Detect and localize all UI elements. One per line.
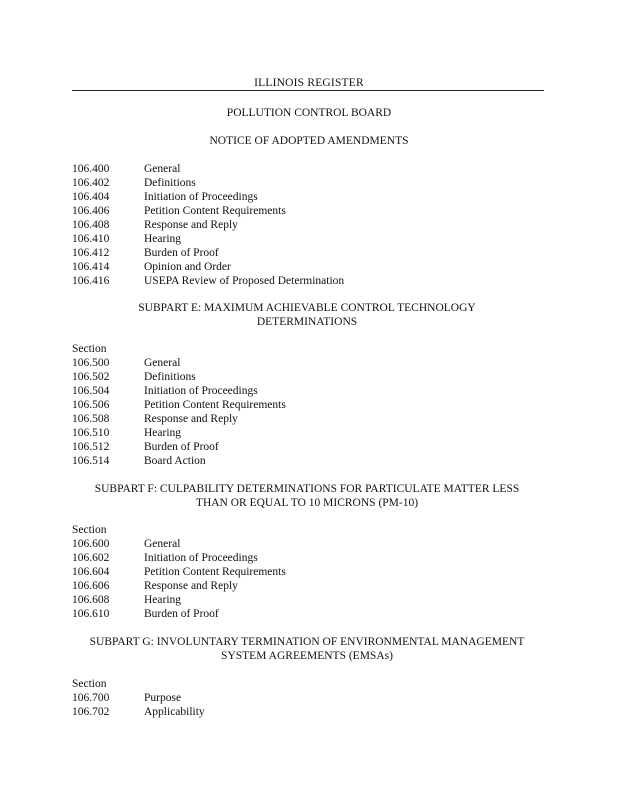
section-title: Definitions <box>144 177 196 189</box>
subpart-g-heading <box>72 635 542 663</box>
list-item <box>72 384 542 398</box>
list-item <box>72 565 542 579</box>
list-item <box>72 579 542 593</box>
section-title: General <box>144 163 181 175</box>
section-title: Petition Content Requirements <box>144 566 286 578</box>
subpart-heading-line: DETERMINATIONS <box>256 316 358 328</box>
list-item <box>72 260 542 274</box>
list-item <box>72 426 542 440</box>
section-title: Hearing <box>144 427 182 439</box>
subpart-heading-line: SYSTEM AGREEMENTS (EMSAs) <box>221 650 393 662</box>
list-item <box>72 440 542 454</box>
section-number: 106.702 <box>72 706 110 718</box>
section-title: Initiation of Proceedings <box>144 385 258 397</box>
section-number: 106.610 <box>72 608 110 620</box>
section-title: General <box>144 357 181 369</box>
section-number: 106.504 <box>72 385 110 397</box>
section-label: Section <box>72 678 107 690</box>
section-number: 106.700 <box>72 692 110 704</box>
list-item <box>72 537 542 551</box>
section-title: Response and Reply <box>144 580 238 592</box>
section-number: 106.406 <box>72 205 110 217</box>
section-number: 106.608 <box>72 594 110 606</box>
section-number: 106.604 <box>72 566 110 578</box>
section-number: 106.606 <box>72 580 110 592</box>
section-list-subpart-d <box>72 162 542 288</box>
section-number: 106.510 <box>72 427 110 439</box>
section-title: Petition Content Requirements <box>144 399 286 411</box>
section-list-subpart-e <box>72 342 542 468</box>
section-title: Initiation of Proceedings <box>144 552 258 564</box>
section-title: USEPA Review of Proposed Determination <box>144 275 345 287</box>
subpart-heading-line: THAN OR EQUAL TO 10 MICRONS (PM-10) <box>195 497 419 509</box>
section-number: 106.602 <box>72 552 110 564</box>
list-item <box>72 370 542 384</box>
section-number: 106.402 <box>72 177 110 189</box>
section-number: 106.408 <box>72 219 110 231</box>
section-title: Board Action <box>144 455 206 467</box>
list-item <box>72 551 542 565</box>
list-item <box>72 162 542 176</box>
section-title: Hearing <box>144 594 182 606</box>
section-list-subpart-f <box>72 523 542 621</box>
section-title: Burden of Proof <box>144 441 219 453</box>
list-item <box>72 232 542 246</box>
section-number: 106.412 <box>72 247 110 259</box>
section-list-subpart-g <box>72 677 542 719</box>
section-number: 106.404 <box>72 191 110 203</box>
section-title: Petition Content Requirements <box>144 205 286 217</box>
list-item <box>72 412 542 426</box>
section-number: 106.414 <box>72 261 110 273</box>
section-label: Section <box>72 343 107 355</box>
section-title: Burden of Proof <box>144 247 219 259</box>
list-item <box>72 356 542 370</box>
subpart-heading-line: SUBPART G: INVOLUNTARY TERMINATION OF ENVIRONMENTAL MANAGEMENT <box>89 636 525 648</box>
notice-title: NOTICE OF ADOPTED AMENDMENTS <box>209 135 409 147</box>
section-title: Initiation of Proceedings <box>144 191 258 203</box>
section-number: 106.514 <box>72 455 110 467</box>
list-item <box>72 190 542 204</box>
register-header: ILLINOIS REGISTER <box>254 77 364 89</box>
header-rule <box>72 90 544 91</box>
subpart-e-heading <box>72 301 542 329</box>
section-title: Purpose <box>144 692 182 704</box>
section-number: 106.506 <box>72 399 110 411</box>
section-number: 106.500 <box>72 357 110 369</box>
section-number: 106.502 <box>72 371 110 383</box>
list-item <box>72 398 542 412</box>
list-item <box>72 246 542 260</box>
subpart-f-heading <box>72 482 542 510</box>
list-item <box>72 204 542 218</box>
section-title: Definitions <box>144 371 196 383</box>
section-number: 106.416 <box>72 275 110 287</box>
list-item <box>72 607 542 621</box>
board-title: POLLUTION CONTROL BOARD <box>226 107 392 119</box>
section-label: Section <box>72 524 107 536</box>
list-item <box>72 691 542 705</box>
list-item <box>72 176 542 190</box>
section-title: Response and Reply <box>144 219 238 231</box>
section-number: 106.400 <box>72 163 110 175</box>
subpart-heading-line: SUBPART F: CULPABILITY DETERMINATIONS FOR PARTICULATE MATTER LESS <box>94 483 520 495</box>
section-number: 106.410 <box>72 233 110 245</box>
section-title: Response and Reply <box>144 413 238 425</box>
subpart-heading-line: SUBPART E: MAXIMUM ACHIEVABLE CONTROL TECHNOLOGY <box>138 302 476 314</box>
list-item <box>72 218 542 232</box>
section-title: Applicability <box>144 706 205 718</box>
section-title: Burden of Proof <box>144 608 219 620</box>
list-item <box>72 593 542 607</box>
list-item <box>72 705 542 719</box>
section-number: 106.508 <box>72 413 110 425</box>
section-number: 106.512 <box>72 441 110 453</box>
list-item <box>72 274 542 288</box>
list-item <box>72 454 542 468</box>
section-title: Hearing <box>144 233 182 245</box>
section-title: Opinion and Order <box>144 261 231 273</box>
section-number: 106.600 <box>72 538 110 550</box>
section-title: General <box>144 538 181 550</box>
